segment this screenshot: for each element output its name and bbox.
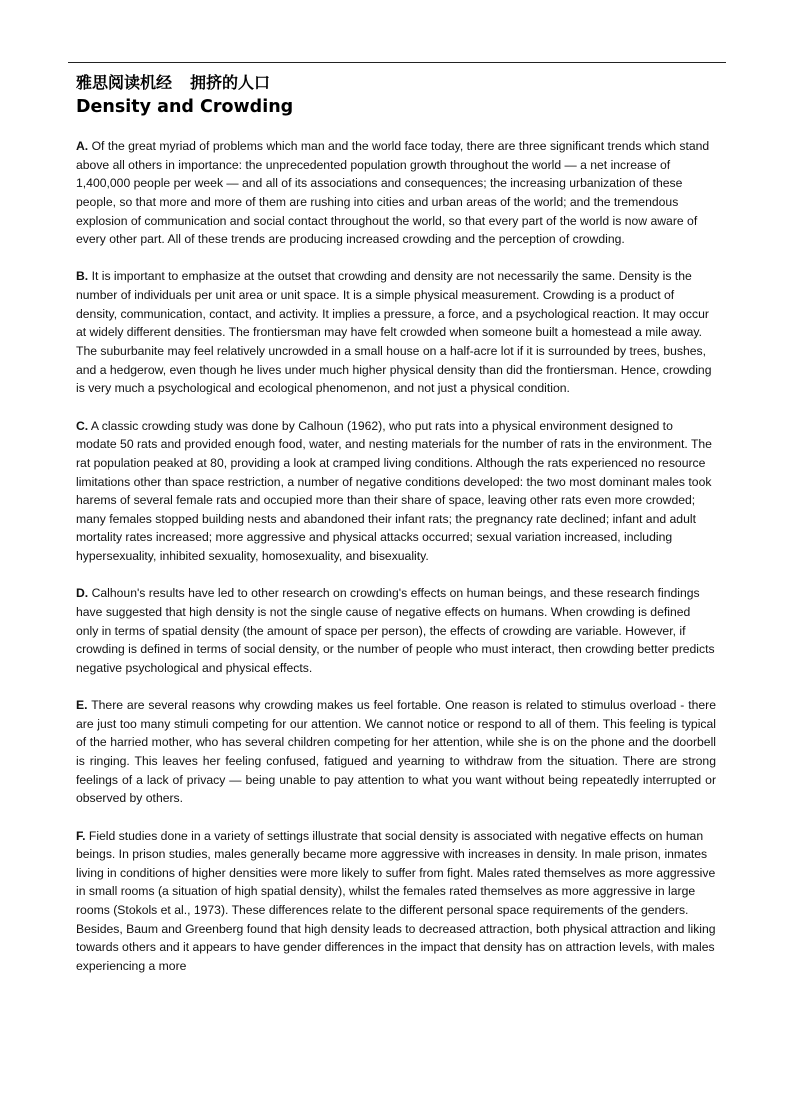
paragraph-text: Of the great myriad of problems which man and the world face today, there are three significant trends which stand above all others in importance: the unprecedented population growth throughout the world — a net increase of 1,400,000 people per week — and all of its associations and consequences; the increasing urbanization of these people, so that more and more of them are rushing into cities and urban areas of the world; and the tremendous explosion of communication and social contact throughout the world, so that every part of the world is now aware of every other part. All of these trends are producing increased crowding and the perception of crowding. bbox=[76, 139, 710, 247]
paragraph-d bbox=[76, 584, 716, 677]
paragraph-label: F. bbox=[76, 828, 86, 843]
paragraph-text: Field studies done in a variety of settings illustrate that social density is associated with negative effects on human beings. In prison studies, males generally became more aggressive with increases in density. In male prison, inmates living in conditions of higher densities were more likely to suffer from fight. Males rated themselves as more aggressive in small rooms (a situation of high spatial density), whilst the females rated themselves as more aggressive in large rooms (Stokols et al., 1973). These differences relate to the different personal space requirements of the genders. Besides, Baum and Greenberg found that high density leads to decreased attraction, both physical attraction and liking towards others and it appears to have gender differences in the impact that density has on attraction levels, with males experiencing a more bbox=[76, 828, 716, 974]
paragraph-f bbox=[76, 827, 716, 976]
paragraph-label: B. bbox=[76, 269, 89, 284]
paragraph-text: Calhoun's results have led to other research on crowding's effects on human beings, and these research findings have suggested that high density is not the single cause of negative effects on humans. When crowding is defined only in terms of spatial density (the amount of space per person), the effects of crowding are variable. However, if crowding is defined in terms of social density, or the number of people who must interact, then crowding better predicts negative psychological and physical effects. bbox=[76, 586, 715, 675]
paragraph-a bbox=[76, 137, 716, 249]
paragraph-e bbox=[76, 696, 716, 808]
paragraph-label: E. bbox=[76, 698, 88, 713]
chinese-title-part1: 雅思阅读机经 bbox=[76, 73, 173, 92]
paragraph-text: A classic crowding study was done by Calhoun (1962), who put rats into a physical environment designed to modate 50 rats and provided enough food, water, and nesting materials for the number of rats in the environment. The rat population peaked at 80, providing a look at cramped living conditions. Although the rats experienced no resource limitations other than space restriction, a number of negative conditions developed: the two most dominant males took harems of several female rats and occupied more than their share of space, leaving other rats even more crowded; many females stopped building nests and abandoned their infant rats; the pregnancy rate declined; infant and adult mortality rates increased; more aggressive and physical attacks occurred; sexual variation increased, including hypersexuality, inhibited sexuality, homosexuality, and bisexuality. bbox=[76, 418, 712, 564]
chinese-title-part2: 拥挤的人口 bbox=[190, 73, 271, 92]
paragraph-label: C. bbox=[76, 418, 89, 433]
paragraph-b bbox=[76, 267, 716, 398]
article-body bbox=[76, 137, 716, 994]
english-title: Density and Crowding bbox=[76, 97, 294, 117]
header-rule bbox=[68, 62, 726, 63]
paragraph-c bbox=[76, 417, 716, 566]
paragraph-text: There are several reasons why crowding makes us feel fortable. One reason is related to stimulus overload - there are just too many stimuli competing for our attention. We cannot notice or respond to all of them. This feeling is typical of the harried mother, who has several children competing for her attention, while she is on the phone and the doorbell is ringing. This leaves her feeling confused, fatigued and yearning to withdraw from the situation. There are strong feelings of a lack of privacy — being unable to pay attention to what you want without being repeatedly interrupted or observed by others. bbox=[76, 698, 716, 806]
chinese-title bbox=[76, 72, 716, 94]
paragraph-label: A. bbox=[76, 139, 89, 153]
document-header bbox=[76, 72, 716, 119]
paragraph-label: D. bbox=[76, 586, 89, 601]
paragraph-text: It is important to emphasize at the outset that crowding and density are not necessarily the same. Density is the number of individuals per unit area or unit space. It is a simple physical measurement. Crowding is a product of density, communication, contact, and activity. It implies a pressure, a force, and a psychological reaction. It may occur at widely different densities. The frontiersman may have felt crowded when someone built a homestead a mile away. The suburbanite may feel relatively uncrowded in a small house on a half-acre lot if it is surrounded by trees, bushes, and a hedgerow, even though he lives under much higher physical density than did the frontiersman. Hence, crowding is very much a psychological and ecological phenomenon, and not just a physical condition. bbox=[76, 269, 712, 396]
